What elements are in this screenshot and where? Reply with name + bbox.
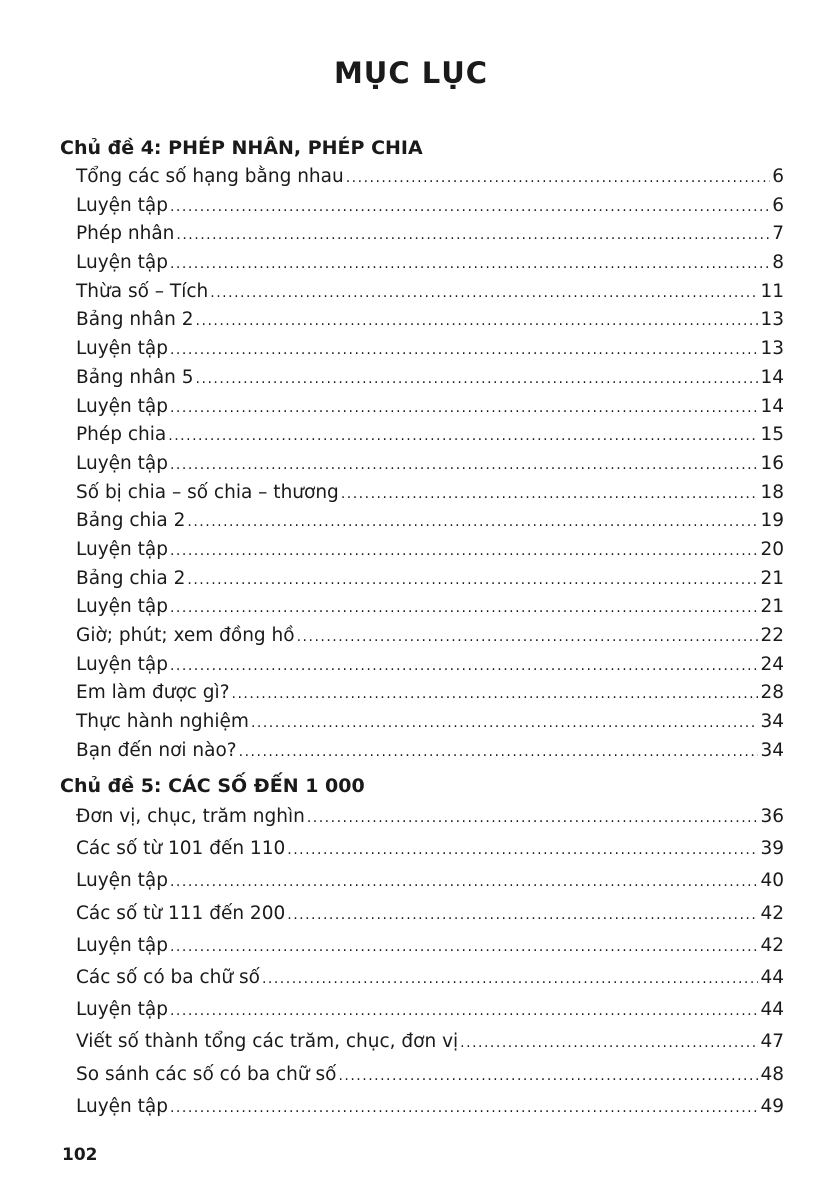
dot-leader: [196, 365, 759, 394]
entry-page: 44: [760, 966, 784, 988]
toc-entry: [60, 507, 784, 536]
entry-page: 21: [760, 567, 784, 589]
toc-entry: [60, 651, 784, 680]
entry-page: 13: [760, 338, 784, 360]
entry-label: Luyện tập: [76, 252, 168, 274]
toc-entry: [60, 306, 784, 335]
toc-section-4: [60, 133, 784, 765]
page-title: MỤC LỤC: [333, 56, 489, 90]
toc-entry: [60, 421, 784, 450]
dot-leader: [176, 221, 770, 250]
entry-label: Luyện tập: [76, 452, 168, 474]
entry-label: Luyện tập: [76, 1095, 168, 1117]
toc-entry: [60, 220, 784, 249]
dot-leader: [251, 709, 759, 738]
entry-page: 48: [760, 1063, 784, 1085]
entry-page: 47: [760, 1031, 784, 1053]
entry-page: 16: [760, 452, 784, 474]
toc-entry: [60, 1059, 784, 1091]
entry-label: Số bị chia – số chia – thương: [76, 481, 339, 503]
dot-leader: [168, 422, 758, 451]
section-heading: Chủ đề 4: PHÉP NHÂN, PHÉP CHIA: [60, 137, 423, 159]
entry-page: 28: [760, 682, 784, 704]
dot-leader: [239, 738, 759, 767]
entry-page: 36: [760, 806, 784, 827]
entry-page: 49: [760, 1095, 784, 1117]
entry-label: Giờ; phút; xem đồng hồ: [76, 625, 295, 646]
dot-leader: [170, 866, 758, 898]
entry-page: 42: [760, 902, 784, 924]
toc-entry: [60, 565, 784, 594]
dot-leader: [170, 193, 770, 222]
dot-leader: [196, 307, 759, 336]
entry-page: 39: [760, 838, 784, 860]
dot-leader: [187, 566, 758, 595]
toc-entry: [60, 278, 784, 307]
toc-entry: [60, 679, 784, 708]
dot-leader: [170, 594, 758, 623]
entry-label: Các số từ 111 đến 200: [76, 902, 286, 924]
entry-label: Phép chia: [76, 424, 167, 446]
dot-leader: [187, 508, 758, 537]
entry-label: Bảng nhân 5: [76, 366, 194, 388]
entry-label: Luyện tập: [76, 934, 168, 956]
dot-leader: [170, 995, 758, 1027]
entry-page: 11: [760, 280, 784, 302]
entry-label: Bảng chia 2: [76, 567, 186, 589]
toc-entry: [60, 479, 784, 508]
toc-entry: [60, 930, 784, 962]
dot-leader: [307, 802, 759, 834]
toc-entry: [60, 364, 784, 393]
entry-page: 40: [760, 870, 784, 892]
toc-entry: [60, 335, 784, 364]
dot-leader: [460, 1027, 758, 1059]
toc-entry: [60, 393, 784, 422]
page-number: 102: [62, 1145, 98, 1165]
entry-page: 20: [760, 538, 784, 560]
toc-entry: [60, 1026, 784, 1058]
entry-label: Các số từ 101 đến 110: [76, 838, 286, 860]
entry-page: 14: [760, 366, 784, 388]
toc-entry: [60, 962, 784, 994]
entry-page: 6: [772, 166, 784, 187]
dot-leader: [170, 394, 758, 423]
entry-label: Viết số thành tổng các trăm, chục, đơn vị: [76, 1031, 459, 1053]
entry-page: 13: [760, 309, 784, 331]
toc-entry: [60, 865, 784, 897]
dot-leader: [232, 680, 759, 709]
dot-leader: [170, 336, 758, 365]
entry-label: Bạn đến nơi nào?: [76, 739, 237, 761]
entry-label: Phép nhân: [76, 223, 175, 245]
entry-label: Bảng chia 2: [76, 510, 186, 532]
entry-page: 8: [772, 252, 784, 274]
entry-label: Bảng nhân 2: [76, 309, 194, 331]
entry-label: Luyện tập: [76, 338, 168, 360]
toc-entry: [60, 163, 784, 192]
toc-entry: [60, 622, 784, 651]
entry-label: Luyện tập: [76, 999, 168, 1021]
dot-leader: [210, 279, 758, 308]
dot-leader: [287, 899, 758, 931]
entry-page: 15: [760, 424, 784, 446]
toc-entry: [60, 450, 784, 479]
toc-entry: [60, 1091, 784, 1123]
entry-page: 7: [772, 223, 784, 245]
entry-page: 22: [760, 625, 784, 646]
entry-label: Đơn vị, chục, trăm nghìn: [76, 806, 305, 827]
entry-label: Em làm được gì?: [76, 682, 230, 704]
section-heading: Chủ đề 5: CÁC SỐ ĐẾN 1 000: [60, 775, 365, 797]
toc-entry: [60, 833, 784, 865]
toc-entry: [60, 737, 784, 766]
dot-leader: [170, 537, 758, 566]
dot-leader: [170, 1092, 758, 1124]
entry-label: Thừa số – Tích: [76, 280, 209, 302]
dot-leader: [297, 623, 759, 652]
toc-entry: [60, 192, 784, 221]
entry-page: 42: [760, 934, 784, 956]
entry-page: 44: [760, 999, 784, 1021]
toc-section-5: [60, 771, 784, 1123]
dot-leader: [341, 480, 759, 509]
dot-leader: [262, 963, 759, 995]
dot-leader: [170, 451, 758, 480]
entry-page: 6: [772, 194, 784, 216]
entry-page: 34: [760, 739, 784, 761]
entry-label: Luyện tập: [76, 538, 168, 560]
entry-page: 24: [760, 653, 784, 675]
entry-label: Luyện tập: [76, 596, 168, 618]
dot-leader: [170, 652, 758, 681]
dot-leader: [170, 250, 770, 279]
toc-entry: [60, 801, 784, 833]
toc-entry: [60, 593, 784, 622]
toc-entry: [60, 994, 784, 1026]
entry-label: Tổng các số hạng bằng nhau: [76, 166, 344, 187]
entry-label: Luyện tập: [76, 395, 168, 417]
dot-leader: [170, 931, 758, 963]
entry-label: Luyện tập: [76, 653, 168, 675]
entry-label: Luyện tập: [76, 194, 168, 216]
entry-page: 21: [760, 596, 784, 618]
entry-label: Thực hành nghiệm: [76, 711, 249, 733]
entry-page: 19: [760, 510, 784, 532]
toc-entry: [60, 249, 784, 278]
entry-page: 18: [760, 481, 784, 503]
entry-label: Luyện tập: [76, 870, 168, 892]
entry-page: 14: [760, 395, 784, 417]
toc-entry: [60, 708, 784, 737]
dot-leader: [338, 1060, 758, 1092]
entry-page: 34: [760, 711, 784, 733]
toc-entry: [60, 898, 784, 930]
entry-label: Các số có ba chữ số: [76, 966, 260, 988]
dot-leader: [287, 834, 758, 866]
dot-leader: [346, 164, 771, 193]
entry-label: So sánh các số có ba chữ số: [76, 1063, 337, 1085]
toc-entry: [60, 536, 784, 565]
